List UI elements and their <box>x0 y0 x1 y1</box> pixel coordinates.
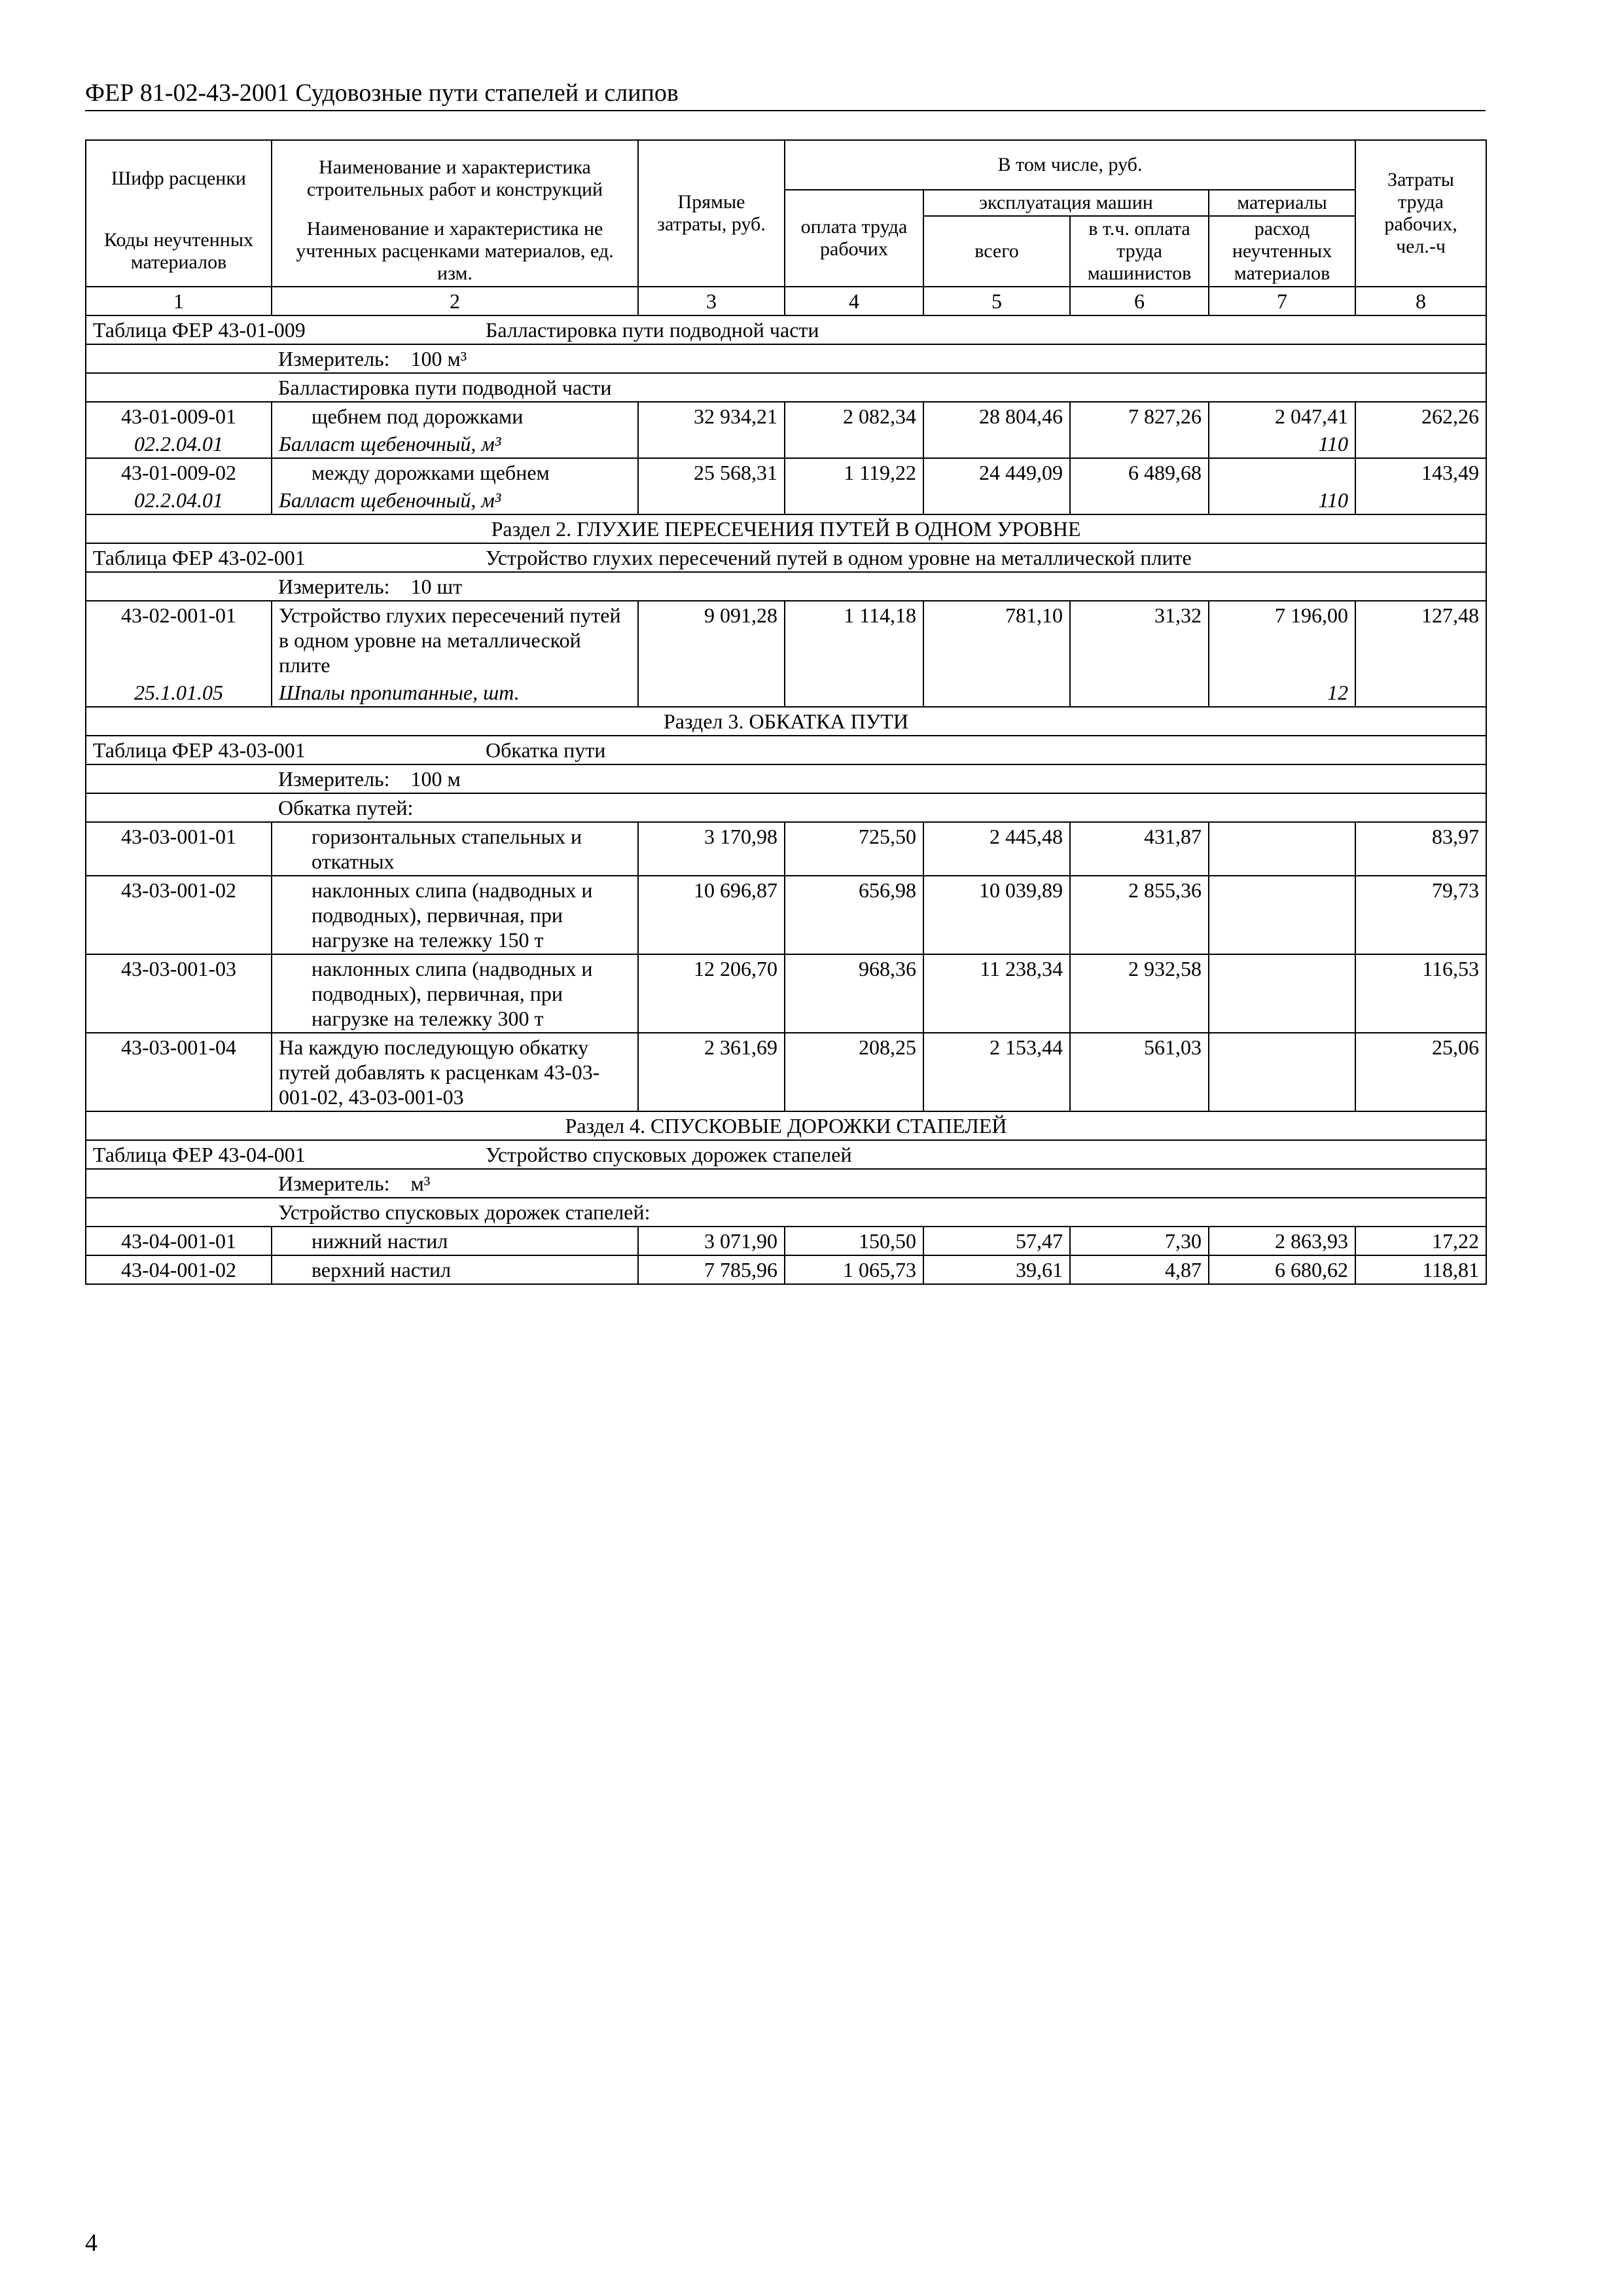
col-number: 3 <box>638 287 785 315</box>
row-name: горизонтальных стапельных и откатных <box>272 822 638 876</box>
row-code: 43-01-009-01 <box>86 402 272 430</box>
col-materials-header: материалы <box>1209 190 1355 216</box>
row-hours: 83,97 <box>1355 822 1486 876</box>
measure-value: м³ <box>410 1172 431 1195</box>
row-hours: 143,49 <box>1355 458 1486 514</box>
column-number-row <box>86 287 1486 315</box>
col-number: 1 <box>86 287 272 315</box>
table-title: Устройство глухих пересечений путей в одном уровне на металлической плите <box>486 546 1192 569</box>
row-machines-pay: 6 489,68 <box>1070 458 1209 514</box>
row-name: наклонных слипа (надводных и подводных), первичная, при нагрузке на тележку 300 т <box>272 954 638 1033</box>
material-code: 25.1.01.05 <box>86 679 272 707</box>
row-name: между дорожками щебнем <box>272 458 638 486</box>
group-row <box>86 1198 1486 1227</box>
row-direct: 32 934,21 <box>638 402 785 458</box>
row-labor: 968,36 <box>785 954 923 1033</box>
col-number: 8 <box>1355 287 1486 315</box>
row-machines-pay: 2 932,58 <box>1070 954 1209 1033</box>
table-title-row <box>86 1140 1486 1169</box>
row-machines-pay: 31,32 <box>1070 601 1209 707</box>
row-name: нижний настил <box>272 1227 638 1255</box>
row-hours: 79,73 <box>1355 876 1486 954</box>
material-qty: 12 <box>1209 679 1355 707</box>
material-code: 02.2.04.01 <box>86 430 272 458</box>
col-machines-total-header: всего <box>923 216 1070 287</box>
measure-row <box>86 764 1486 793</box>
group-label: Устройство спусковых дорожек стапелей: <box>272 1198 1486 1227</box>
measure-row <box>86 572 1486 601</box>
measure-row <box>86 344 1486 373</box>
row-name: Устройство глухих пересечений путей в одном уровне на металлической плите <box>272 601 638 679</box>
row-name: наклонных слипа (надводных и подводных), первичная, при нагрузке на тележку 150 т <box>272 876 638 954</box>
measure-label: Измеритель: <box>278 767 390 791</box>
row-machines-pay: 561,03 <box>1070 1033 1209 1111</box>
row-labor: 656,98 <box>785 876 923 954</box>
table-row <box>86 1033 1486 1111</box>
row-labor: 1 065,73 <box>785 1255 923 1284</box>
table-row <box>86 822 1486 876</box>
row-machines-pay: 7 827,26 <box>1070 402 1209 458</box>
row-direct: 12 206,70 <box>638 954 785 1033</box>
group-row <box>86 793 1486 822</box>
measure-value: 100 м <box>410 767 461 791</box>
col-incl-header: В том числе, руб. <box>785 140 1355 190</box>
row-machines-pay: 431,87 <box>1070 822 1209 876</box>
measure-value: 100 м³ <box>410 347 467 370</box>
row-hours: 116,53 <box>1355 954 1486 1033</box>
section-title-row <box>86 514 1486 543</box>
row-materials <box>1209 1033 1355 1111</box>
row-machines: 39,61 <box>923 1255 1070 1284</box>
row-labor: 1 114,18 <box>785 601 923 707</box>
row-direct: 2 361,69 <box>638 1033 785 1111</box>
row-machines: 2 153,44 <box>923 1033 1070 1111</box>
table-row <box>86 954 1486 1033</box>
row-hours: 17,22 <box>1355 1227 1486 1255</box>
table-code: Таблица ФЕР 43-01-009 <box>93 318 306 342</box>
col-labor-pay-header: оплата труда рабочих <box>785 190 923 287</box>
row-machines: 57,47 <box>923 1227 1070 1255</box>
table-row <box>86 458 1486 486</box>
table-title-row <box>86 315 1486 344</box>
group-label: Обкатка путей: <box>272 793 1486 822</box>
col-code-sub-header: Коды неучтенных материалов <box>86 216 272 287</box>
material-code: 02.2.04.01 <box>86 486 272 514</box>
measure-row <box>86 1169 1486 1198</box>
row-machines-pay: 2 855,36 <box>1070 876 1209 954</box>
row-code: 43-02-001-01 <box>86 601 272 679</box>
table-code: Таблица ФЕР 43-04-001 <box>93 1143 306 1166</box>
row-hours: 118,81 <box>1355 1255 1486 1284</box>
col-code-header: Шифр расценки <box>86 140 272 216</box>
row-labor: 150,50 <box>785 1227 923 1255</box>
measure-label: Измеритель: <box>278 575 390 598</box>
row-machines: 781,10 <box>923 601 1070 707</box>
row-machines-pay: 4,87 <box>1070 1255 1209 1284</box>
col-materials-sub-header: расход неучтенных материалов <box>1209 216 1355 287</box>
material-qty: 110 <box>1209 486 1355 514</box>
row-labor: 2 082,34 <box>785 402 923 458</box>
table-code: Таблица ФЕР 43-02-001 <box>93 546 306 569</box>
table-row <box>86 601 1486 679</box>
col-labor-cost-header: Затраты труда рабочих, чел.-ч <box>1355 140 1486 287</box>
measure-value: 10 шт <box>410 575 463 598</box>
material-qty: 110 <box>1209 430 1355 458</box>
row-direct: 3 170,98 <box>638 822 785 876</box>
row-materials <box>1209 954 1355 1033</box>
table-row <box>86 402 1486 430</box>
row-code: 43-04-001-02 <box>86 1255 272 1284</box>
section-title: Раздел 3. ОБКАТКА ПУТИ <box>86 707 1486 736</box>
row-direct: 3 071,90 <box>638 1227 785 1255</box>
row-machines: 2 445,48 <box>923 822 1070 876</box>
col-number: 5 <box>923 287 1070 315</box>
row-direct: 10 696,87 <box>638 876 785 954</box>
table-title: Обкатка пути <box>486 738 606 762</box>
row-code: 43-01-009-02 <box>86 458 272 486</box>
row-name: щебнем под дорожками <box>272 402 638 430</box>
price-table <box>85 139 1487 1285</box>
row-direct: 9 091,28 <box>638 601 785 707</box>
col-machines-header: эксплуатация машин <box>923 190 1209 216</box>
row-machines-pay: 7,30 <box>1070 1227 1209 1255</box>
row-code: 43-03-001-03 <box>86 954 272 1033</box>
col-name-header: Наименование и характеристика строительных работ и конструкций <box>272 140 638 216</box>
row-name: верхний настил <box>272 1255 638 1284</box>
row-direct: 7 785,96 <box>638 1255 785 1284</box>
section-title: Раздел 4. СПУСКОВЫЕ ДОРОЖКИ СТАПЕЛЕЙ <box>86 1111 1486 1140</box>
row-code: 43-04-001-01 <box>86 1227 272 1255</box>
row-materials <box>1209 458 1355 486</box>
group-row <box>86 373 1486 402</box>
row-materials: 2 047,41 <box>1209 402 1355 430</box>
col-direct-header: Прямые затраты, руб. <box>638 140 785 287</box>
row-machines: 28 804,46 <box>923 402 1070 458</box>
row-labor: 1 119,22 <box>785 458 923 514</box>
row-materials <box>1209 876 1355 954</box>
row-materials: 6 680,62 <box>1209 1255 1355 1284</box>
row-hours: 25,06 <box>1355 1033 1486 1111</box>
table-code: Таблица ФЕР 43-03-001 <box>93 738 306 762</box>
table-header-row <box>86 140 1486 190</box>
page-header: ФЕР 81-02-43-2001 Судовозные пути стапелей и слипов <box>85 76 1486 111</box>
col-machines-pay-header: в т.ч. оплата труда машинистов <box>1070 216 1209 287</box>
col-number: 2 <box>272 287 638 315</box>
row-machines: 24 449,09 <box>923 458 1070 514</box>
row-hours: 262,26 <box>1355 402 1486 458</box>
measure-label: Измеритель: <box>278 347 390 370</box>
row-materials: 7 196,00 <box>1209 601 1355 679</box>
material-name: Балласт щебеночный, м³ <box>272 430 638 458</box>
material-name: Балласт щебеночный, м³ <box>272 486 638 514</box>
page-number: 4 <box>85 2229 98 2257</box>
row-code: 43-03-001-01 <box>86 822 272 876</box>
measure-label: Измеритель: <box>278 1172 390 1195</box>
section-title-row <box>86 707 1486 736</box>
col-number: 6 <box>1070 287 1209 315</box>
material-name: Шпалы пропитанные, шт. <box>272 679 638 707</box>
row-labor: 208,25 <box>785 1033 923 1111</box>
table-row <box>86 876 1486 954</box>
group-label: Балластировка пути подводной части <box>272 373 1486 402</box>
table-title-row <box>86 736 1486 764</box>
row-code: 43-03-001-02 <box>86 876 272 954</box>
table-row <box>86 1227 1486 1255</box>
row-machines: 11 238,34 <box>923 954 1070 1033</box>
col-name-sub-header: Наименование и характеристика не учтенных расценками материалов, ед. изм. <box>272 216 638 287</box>
col-number: 4 <box>785 287 923 315</box>
table-row <box>86 1255 1486 1284</box>
row-machines: 10 039,89 <box>923 876 1070 954</box>
table-title: Балластировка пути подводной части <box>486 318 819 342</box>
row-name: На каждую последующую обкатку путей добавлять к расценкам 43-03-001-02, 43-03-001-03 <box>272 1033 638 1111</box>
row-labor: 725,50 <box>785 822 923 876</box>
section-title: Раздел 2. ГЛУХИЕ ПЕРЕСЕЧЕНИЯ ПУТЕЙ В ОДНОМ УРОВНЕ <box>86 514 1486 543</box>
row-direct: 25 568,31 <box>638 458 785 514</box>
col-number: 7 <box>1209 287 1355 315</box>
table-title: Устройство спусковых дорожек стапелей <box>486 1143 852 1166</box>
row-hours: 127,48 <box>1355 601 1486 707</box>
row-code: 43-03-001-04 <box>86 1033 272 1111</box>
section-title-row <box>86 1111 1486 1140</box>
table-title-row <box>86 543 1486 572</box>
row-materials: 2 863,93 <box>1209 1227 1355 1255</box>
row-materials <box>1209 822 1355 876</box>
